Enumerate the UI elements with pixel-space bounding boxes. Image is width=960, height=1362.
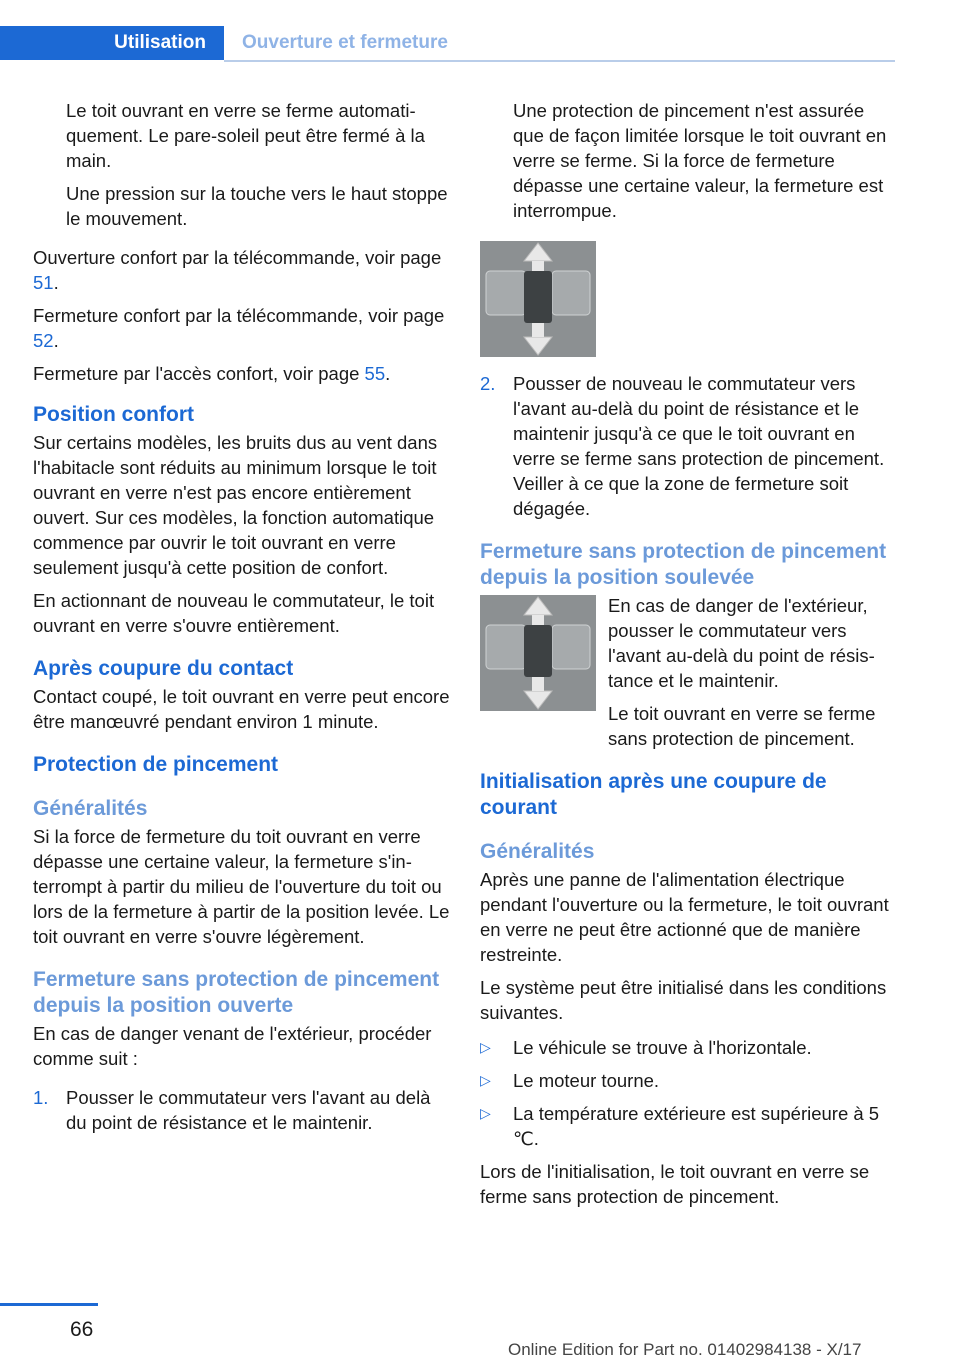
switch-illustration — [480, 241, 898, 357]
chapter-tab-label: Utilisation — [114, 32, 206, 53]
edition-note: Online Edition for Part no. 01402984138 - X/17 — [508, 1340, 862, 1359]
triangle-right-icon: ▷ — [480, 1039, 491, 1055]
page-link[interactable]: 52 — [33, 330, 54, 351]
page-number: 66 — [70, 1318, 94, 1341]
left-column — [33, 98, 451, 1143]
list-item-text: La température extérieure est supérieure à 5 ℃. — [513, 1103, 880, 1149]
triangle-right-icon: ▷ — [480, 1072, 491, 1088]
subsection-heading: Généralités — [33, 797, 148, 820]
paragraph: Une pression sur la touche vers le haut stoppe le mouvement. — [66, 183, 448, 229]
triangle-right-icon: ▷ — [480, 1105, 491, 1121]
step-number: 2. — [480, 373, 496, 394]
section-heading: Après coupure du contact — [33, 657, 294, 680]
paragraph: En actionnant de nouveau le commutateur, le toit ouvrant en verre s'ouvre entièrement. — [33, 590, 435, 636]
paragraph: En cas de danger venant de l'extérieur, procéder comme suit : — [33, 1023, 432, 1069]
lifted-position-block — [480, 593, 898, 751]
paragraph: Le toit ouvrant en verre se ferme automatiquement. Le pare-soleil peut être fermé à la main. — [66, 100, 425, 171]
subsection-heading: Fermeture sans protection de pincement depuis la position soulevée — [480, 540, 887, 589]
paragraph: Après une panne de l'alimentation électrique pendant l'ouverture ou la fermeture, le toit ouvrant en verre ne peut être actionné que de manière restreinte. — [480, 869, 889, 965]
roof-switch-image — [480, 241, 596, 357]
section-heading: Position confort — [33, 403, 194, 426]
paragraph: Fermeture confort par la télécommande, voir page 52. — [33, 305, 445, 351]
paragraph: Une protection de pincement n'est assurée que de façon limitée lorsque le toit ouvrant en verre se ferme. Si la force de fermeture dépasse une certaine valeur, la fermeture est interrompue. — [513, 100, 887, 221]
step-text: Pousser le commutateur vers l'avant au delà du point de résistance et le maintenir. — [66, 1087, 431, 1133]
paragraph: Sur certains modèles, les bruits dus au vent dans l'habitacle sont réduits au minimum lorsque le toit ouvrant en verre n'est pas encore entièrement ouvert. Sur ces modèles, la fonction automatique commence par ouvrir le toit ouvrant en verre seulement jusqu'à cette position de confort. — [33, 432, 438, 578]
list-item-text: Le véhicule se trouve à l'horizontale. — [513, 1037, 812, 1058]
subsection-heading: Généralités — [480, 840, 595, 863]
list-item-text: Le moteur tourne. — [513, 1070, 660, 1091]
step-number: 1. — [33, 1087, 49, 1108]
header-divider — [224, 60, 895, 62]
list-item — [480, 1035, 898, 1060]
section-heading: Initialisation après une coupure de courant — [480, 770, 827, 819]
page-link[interactable]: 51 — [33, 272, 54, 293]
step-item — [33, 1085, 451, 1135]
right-column — [480, 98, 898, 1217]
list-item — [480, 1068, 898, 1093]
paragraph: Si la force de fermeture du toit ouvrant en verre dépasse une certaine valeur, la fermeture s'interrompt à partir du milieu de l'ouverture du toit ou lors de la fermeture à partir de la position levée. Le toit ouvrant en verre s'ouvre légèrement. — [33, 826, 450, 947]
subsection-heading: Fermeture sans protection de pincement depuis la position ouverte — [33, 968, 440, 1017]
section-title: Ouverture et fermeture — [242, 32, 448, 53]
page-link[interactable]: 55 — [364, 363, 386, 384]
paragraph: En cas de danger de l'extérieur, pousser le commutateur vers l'avant au-delà du point de résistance et le maintenir. — [608, 595, 875, 691]
step-item — [480, 371, 898, 521]
paragraph: Le toit ouvrant en verre se ferme sans protection de pincement. — [608, 703, 876, 749]
section-heading: Protection de pincement — [33, 753, 279, 776]
footer-divider — [0, 1303, 98, 1306]
paragraph: Ouverture confort par la télécommande, voir page 51. — [33, 247, 442, 293]
paragraph: Le système peut être initialisé dans les conditions suivantes. — [480, 977, 887, 1023]
step-text: Pousser de nouveau le commutateur vers l'avant au-delà du point de résistance et le maintenir jusqu'à ce que le toit ouvrant en verre se ferme sans protection de pincement. Veiller à ce que la zone de fermeture soit dégagée. — [513, 373, 885, 519]
chapter-tab[interactable] — [0, 26, 224, 60]
paragraph: Contact coupé, le toit ouvrant en verre peut encore être manœuvré pendant environ 1 minute. — [33, 686, 450, 732]
page-header — [0, 26, 895, 62]
roof-switch-image — [480, 595, 596, 711]
list-item — [480, 1101, 898, 1151]
paragraph: Fermeture par l'accès confort, voir page 55. — [33, 363, 391, 384]
paragraph: Lors de l'initialisation, le toit ouvrant en verre se ferme sans protection de pincement. — [480, 1161, 870, 1207]
